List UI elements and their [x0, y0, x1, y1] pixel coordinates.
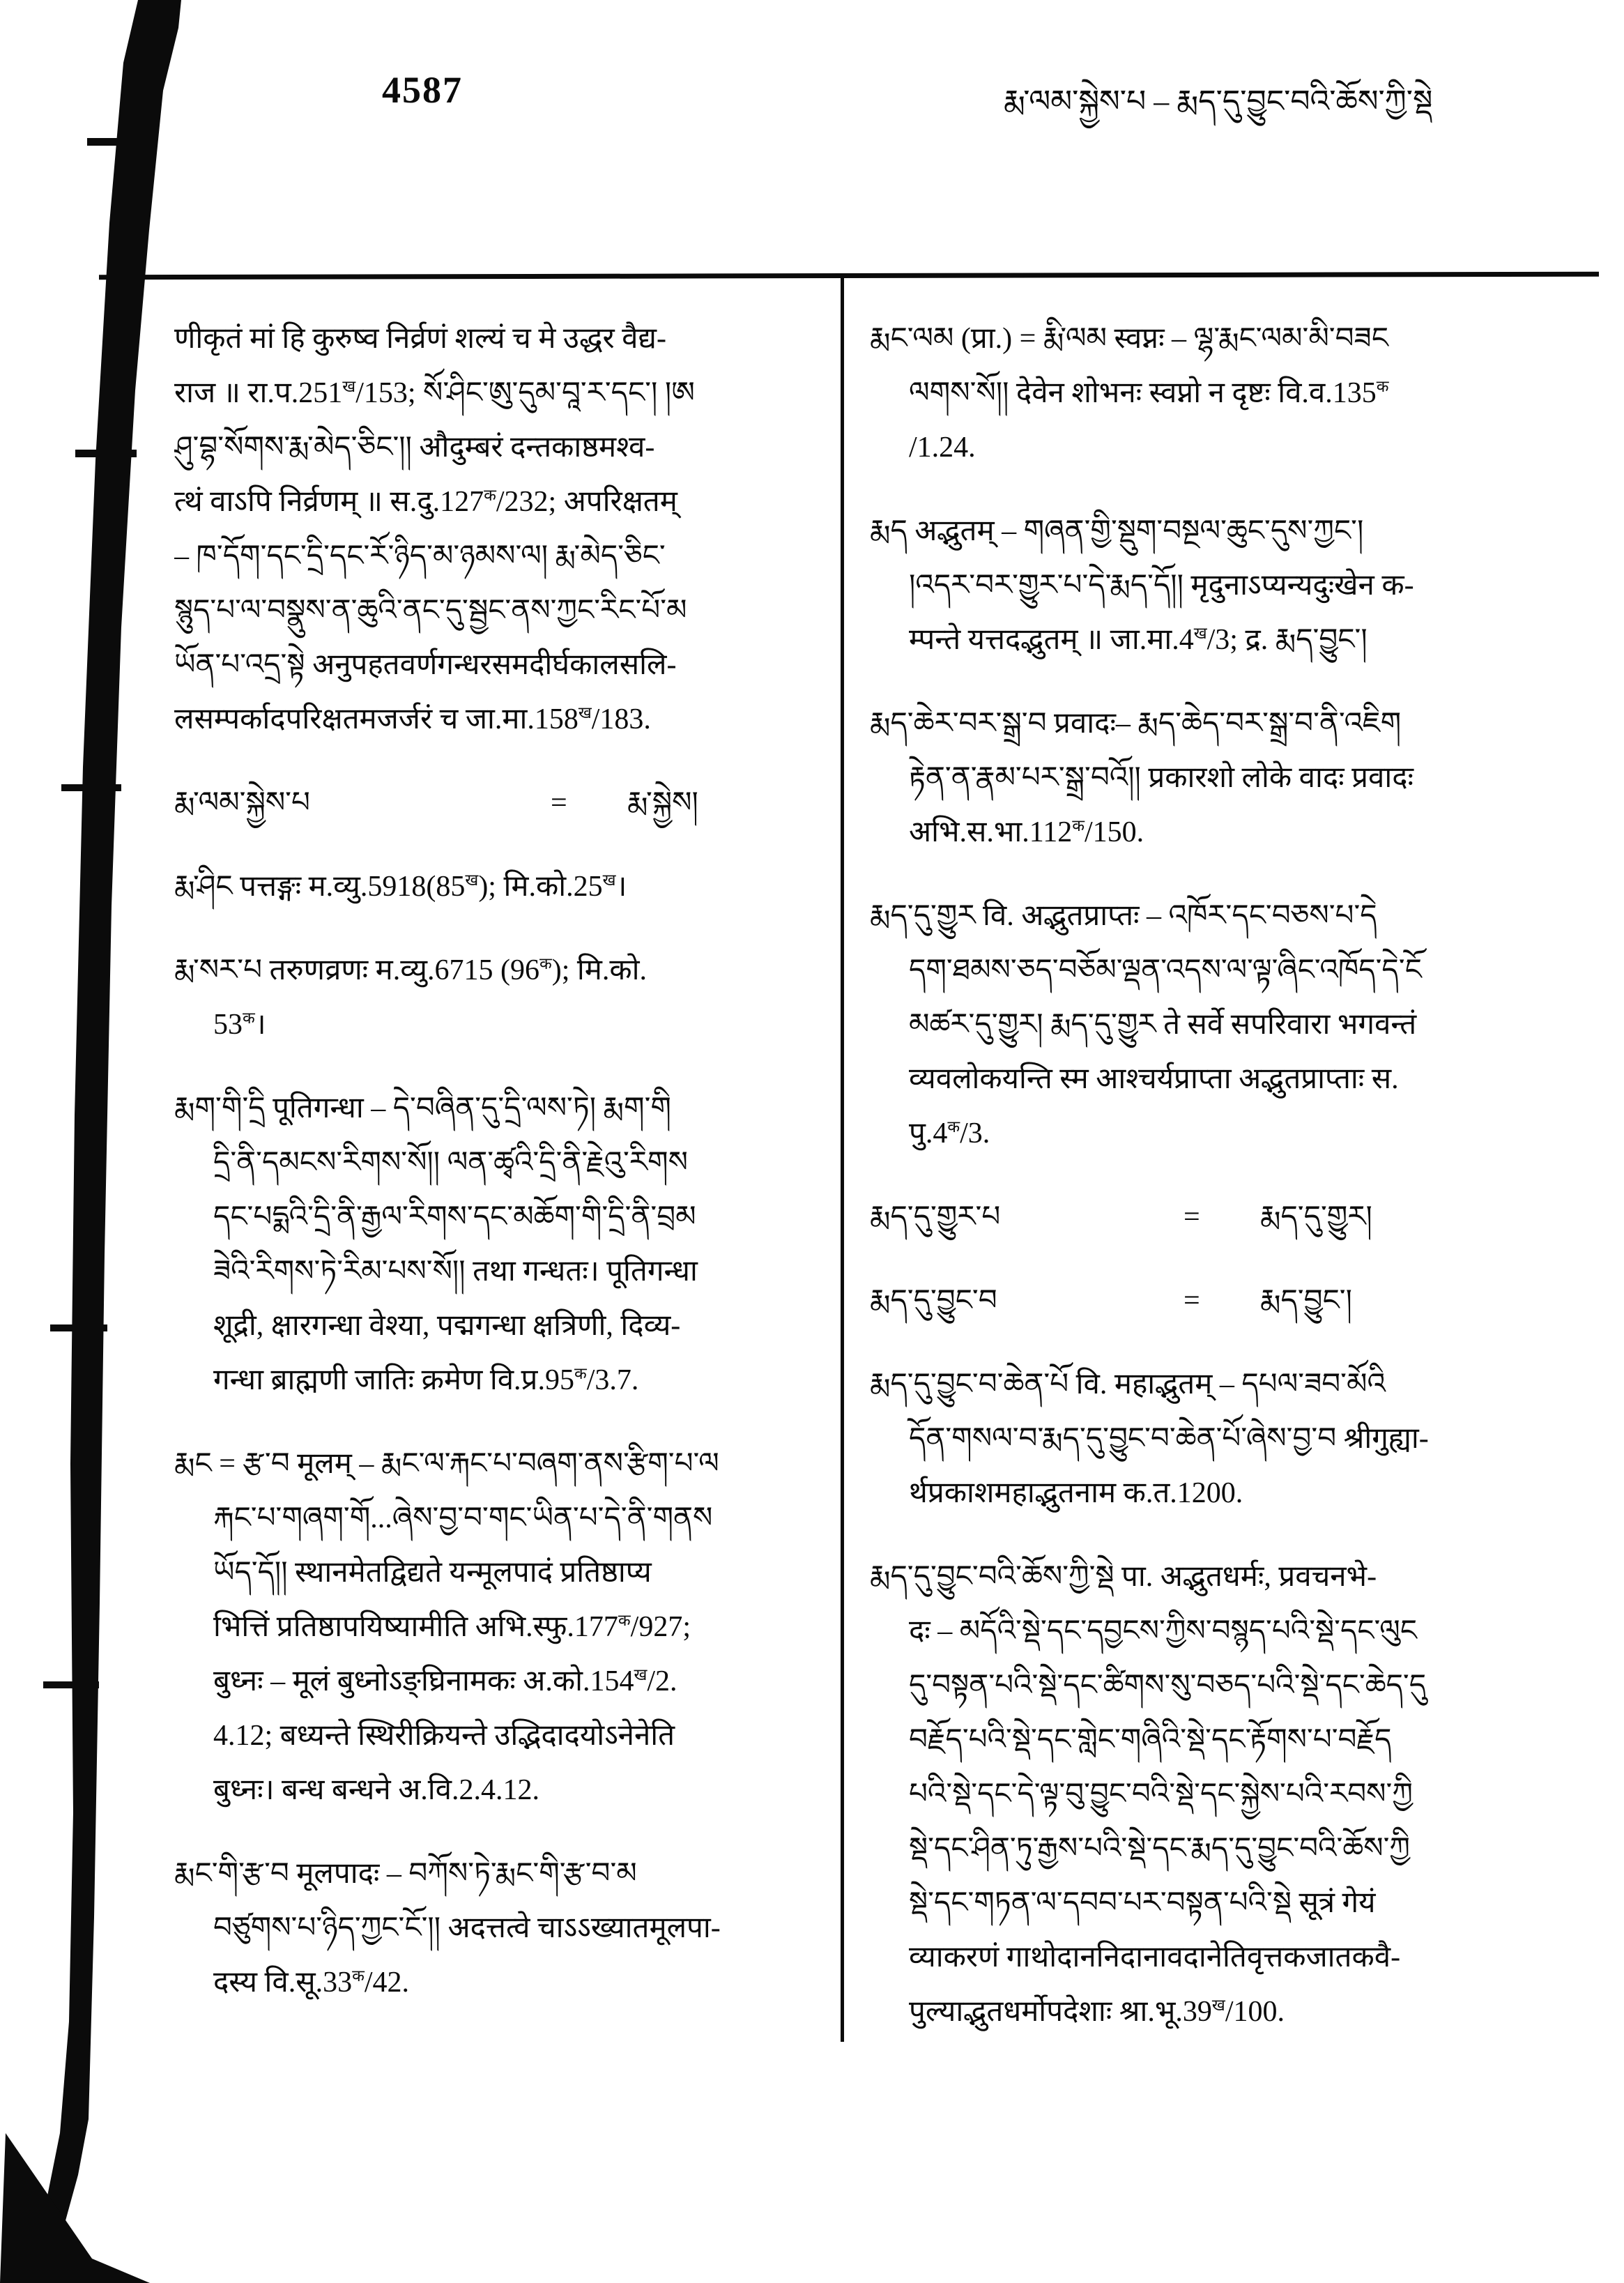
right-column — [870, 312, 1567, 2039]
reference-superscript: ख — [465, 871, 479, 889]
text-line: ལགས་སོ།། देवेन शोभनः स्वप्नो न दृष्टः $वि.व.135^क$ — [909, 377, 1389, 409]
text-line: རྟེན་ན་རྣམ་པར་སྒྲ་བའོ།། प्रकारशो लोके वादः प्रवादः — [909, 762, 1414, 794]
equals-sign: = — [1183, 1201, 1200, 1233]
text-line: མཚར་དུ་གྱུར། རྨད་དུ་གྱུར ते सर्वे सपरिवारा भगवन्तं — [909, 1009, 1417, 1041]
headword: རྨད་དུ་གྱུར་པ — [870, 1201, 1001, 1233]
text-line: ཟེའི་རིགས་ཏེ་རིམ་པས་སོ།། तथा गन्धतः। पूतिगन्धा — [213, 1255, 698, 1288]
text-line: णीकृतं मां हि कुरुष्व निर्व्रणं शल्यं च मे उद्धर वैद्य- — [174, 323, 666, 355]
page-number: 4587 — [382, 69, 463, 111]
text-line: पुल्याद्भुतधर्मोपदेशाः $श्रा.भू.39^ख/100$. — [909, 1996, 1285, 2028]
headword: རྨ་ལམ་སྐྱེས་པ — [174, 787, 310, 819]
text-line: བརྗོད་པའི་སྡེ་དང་གླེང་གཞིའི་སྡེ་དང་རྟོགས་པ་བརྗོད — [909, 1724, 1392, 1756]
text-line: र्थप्रकाशमहाद्भुतनाम क.त.1200. — [909, 1477, 1243, 1509]
text-line: པའི་སྡེ་དང་དེ་ལྟ་བུ་བྱུང་བའི་སྡེ་དང་སྐྱེས་པའི་རབས་ཀྱི — [909, 1778, 1413, 1810]
equation-entry — [870, 1190, 1567, 1244]
text-line: /1.24. — [909, 432, 976, 464]
equation-entry — [174, 776, 822, 830]
dictionary-entry — [174, 943, 822, 1052]
text-line: शूद्री, क्षारगन्धा वेश्या, पद्मगन्धा क्षत्रिणी, दिव्य- — [213, 1310, 681, 1342]
reference-superscript: क — [484, 486, 496, 504]
text-line: व्याकरणं गाथोदाननिदानावदानेतिवृत्तकजातकवै- — [909, 1941, 1401, 1973]
text-line: ཡོན་པ་འདྲ་སྟེ अनुपहतवर्णगन्धरसमदीर्घकालसलि- — [174, 649, 677, 681]
dictionary-entry — [174, 1081, 822, 1407]
header-guide-words: རྨ་ལམ་སྐྱེས་པ – རྨད་དུ་བྱུང་བའི་ཆོས་ཀྱི་སྡེ — [1004, 84, 1433, 119]
text-line: ཤུ་བྷ་སོགས་རྨ་མེད་ཅིང་།། औदुम्बरं दन्तकाष्ठमश्व- — [174, 432, 655, 464]
reference-superscript: ख — [578, 703, 592, 721]
reference-superscript: क — [243, 1009, 255, 1027]
text-line: त्थं वाऽपि निर्व्रणम् ॥ $स.दु.127^क/232$; अपरिक्षतम् — [174, 486, 677, 518]
text-line: རྨག་གི་དྲི पूतिगन्धा – དེ་བཞིན་དུ་དྲི་ལས་ཏེ། རྨག་གི — [174, 1092, 671, 1124]
text-line: དྲི་ནི་དམངས་རིགས་སོ།། ལན་ཚྭའི་དྲི་ནི་རྗེའུ་རིགས — [213, 1147, 688, 1179]
text-line: རྨད་ཆེར་བར་སྒྲ་བ प्रवादः– རྨད་ཆེད་བར་སྒྲ་བ་ནི་འཇིག — [870, 708, 1402, 740]
text-line: भित्तिं प्रतिष्ठापयिष्यामीति $अभि.स्फु.177^क/927$; — [213, 1611, 691, 1643]
text-line: རྨད་དུ་བྱུང་བའི་ཆོས་ཀྱི་སྡེ पा. अद्भुतधर्मः, प्रवचनभे- — [870, 1561, 1377, 1593]
dictionary-entry — [174, 860, 822, 914]
text-line: $पु.4^क/3$. — [909, 1117, 990, 1150]
text-line: लसम्पर्कादपरिक्षतमजर्जरं च $जा.मा.158^ख/183$. — [174, 703, 651, 735]
dictionary-entry — [870, 312, 1567, 475]
text-line: རྨད་དུ་བྱུང་བ་ཆེན་པོ वि. महाद्भुतम् – དཔལ་ཟབ་མོའི — [870, 1368, 1386, 1400]
text-line: རྨང་གི་རྩ་བ मूलपादः – བཀོས་ཏེ་རྨང་གི་རྩ་བ་མ — [174, 1858, 637, 1890]
text-line: རྨང་ལམ (प्रा.) = རྨི་ལམ स्वप्नः – ལྷ་རྨང་ལམ་མི་བཟང — [870, 323, 1388, 355]
text-line: །འདར་བར་གྱུར་པ་དེ་རྨད་དོ།། मृदुनाऽप्यन्यदुःखेन क- — [909, 570, 1414, 602]
reference-superscript: क — [574, 1364, 587, 1382]
text-line: རྨད་དུ་གྱུར वि. अद्भुतप्राप्तः – འཁོར་དང་བཅས་པ་དེ — [870, 900, 1377, 932]
reference-superscript: क — [618, 1611, 631, 1629]
dictionary-entry — [870, 504, 1567, 667]
reference-superscript: क — [539, 954, 552, 972]
dictionary-entry — [174, 1437, 822, 1817]
text-line: དོན་གསལ་བ་རྨད་དུ་བྱུང་བ་ཆེན་པོ་ཞེས་བྱ་བ श्रीगुह्या- — [909, 1423, 1429, 1455]
text-line: $अभि.स.भा.112^क/150$. — [909, 816, 1144, 848]
text-line: गन्धा ब्राह्मणी जातिः क्रमेण $वि.प्र.95^क/3.7$. — [213, 1364, 639, 1396]
continuation-paragraph — [174, 312, 822, 747]
dictionary-entry — [174, 1847, 822, 2010]
equals-sign: = — [1183, 1285, 1200, 1317]
equation-entry — [870, 1274, 1567, 1328]
reference-superscript: ख — [342, 377, 356, 395]
text-line: म्पन्ते यत्तदद्भुतम् ॥ $जा.मा.4^ख/3$; द्र. རྨད་བྱུང་། — [909, 624, 1368, 656]
equals-sign: = — [551, 787, 567, 819]
reference-superscript: ख — [634, 1665, 648, 1683]
text-line: दः – མདོའི་སྡེ་དང་དབྱངས་ཀྱིས་བསྙད་པའི་སྡེ་དང་ལུང — [909, 1615, 1417, 1647]
equivalent-term: རྨད་བྱུང་། — [1260, 1285, 1352, 1317]
dictionary-entry — [870, 696, 1567, 860]
text-line: དང་པདྨའི་དྲི་ནི་རྒྱལ་རིགས་དང་མཆོག་གི་དྲི་ནི་བྲམ — [213, 1201, 696, 1233]
text-line: राज ॥ $रा.प.251^ख/153$; སོ་ཤིང་ཨུ་དུམ་བཱ་ར་དང་། །ཨ — [174, 377, 695, 409]
reference-superscript: क — [947, 1117, 960, 1136]
text-line: རྨད अद्भुतम् – གཞན་གྱི་སྡུག་བསྔལ་ཆུང་དུས་ཀྱང་། — [870, 515, 1364, 547]
text-line: རྨ་ཤིང पत्तङ्गः $म.व्यु.5918(85^ख)$; $मि.को.25^ख।$ — [174, 871, 627, 903]
reference-superscript: ख — [602, 871, 616, 889]
text-line: 4.12; बध्यन्ते स्थिरीक्रियन्ते उद्भिदादयोऽनेनेति — [213, 1720, 675, 1752]
reference-superscript: क — [352, 1967, 365, 1985]
header-rule — [99, 272, 1599, 280]
dictionary-entry — [870, 1357, 1567, 1520]
text-line: སྙུད་པ་ལ་བསྣུས་ན་ཆུའི་ནང་དུ་སྦྱང་ནས་ཀྱང་རིང་པོ་མ — [174, 595, 687, 627]
text-line: རྐང་པ་གཞག་གོ...ཞེས་བྱ་བ་གང་ཡིན་པ་དེ་ནི་གནས — [213, 1502, 713, 1534]
column-divider — [841, 278, 844, 2042]
left-column — [174, 312, 822, 2010]
text-line: व्यवलोकयन्ति स्म आश्चर्यप्राप्ता अद्भुतप्राप्ताः स. — [909, 1063, 1399, 1095]
text-line: རྨ་སར་པ तरुणव्रणः म.व्यु.6715 $(96^क)$; मि.को. — [174, 954, 648, 986]
text-line: རྨང = རྩ་བ मूलम् – རྨང་ལ་རྐང་པ་བཞག་ནས་རྩིག་པ་ལ — [174, 1448, 719, 1480]
text-line: སྡེ་དང་གཏན་ལ་དབབ་པར་བསྟན་པའི་སྡེ सूत्रं गेयं — [909, 1887, 1376, 1919]
text-line: दस्य $वि.सू.33^क/42$. — [213, 1967, 410, 1999]
text-line: $53^क।$ — [213, 1009, 266, 1041]
text-line: ཡོད་དོ།། स्थानमेतद्विद्यते यन्मूलपादं प्रतिष्ठाप्य — [213, 1557, 652, 1589]
text-line: बुध्नः – मूलं बुध्नोऽङ्घ्रिनामकः $अ.को.154^ख/2$. — [213, 1665, 677, 1697]
equivalent-term: རྨ་སྐྱེས། — [627, 787, 698, 819]
binding-shadow — [0, 0, 181, 2283]
reference-superscript: ख — [1193, 624, 1207, 642]
dictionary-entry — [870, 1550, 1567, 2039]
reference-superscript: ख — [1211, 1996, 1225, 2014]
text-line: སྡེ་དང་ཤིན་ཏུ་རྒྱས་པའི་སྡེ་དང་རྨད་དུ་བྱུང་བའི་ཆོས་ཀྱི — [909, 1833, 1410, 1865]
equivalent-term: རྨད་དུ་གྱུར། — [1260, 1201, 1372, 1233]
text-line: बुध्नः। बन्ध बन्धने अ.वि.2.4.12. — [213, 1774, 540, 1806]
text-line: དག་ཐམས་ཅད་བཅོམ་ལྡན་འདས་ལ་ལྟ་ཞིང་འཁོད་དེ་ངོ — [909, 954, 1422, 986]
text-line: – ཁ་དོག་དང་དྲི་དང་རོ་ཉིད་མ་ཉམས་ལ། རྨ་མེད་ཅིང་ — [174, 540, 666, 572]
text-line: དུ་བསྟན་པའི་སྡེ་དང་ཚིགས་སུ་བཅད་པའི་སྡེ་དང་ཆེད་དུ — [909, 1670, 1427, 1702]
text-line: བཙུགས་པ་ཉིད་ཀྱང་ངོ་།། अदत्तत्वे चाऽऽख्यातमूलपा- — [213, 1912, 721, 1944]
reference-superscript: क — [1072, 816, 1085, 834]
headword: རྨད་དུ་བྱུང་བ — [870, 1285, 997, 1317]
reference-superscript: क — [1376, 377, 1389, 395]
dictionary-entry — [870, 889, 1567, 1161]
